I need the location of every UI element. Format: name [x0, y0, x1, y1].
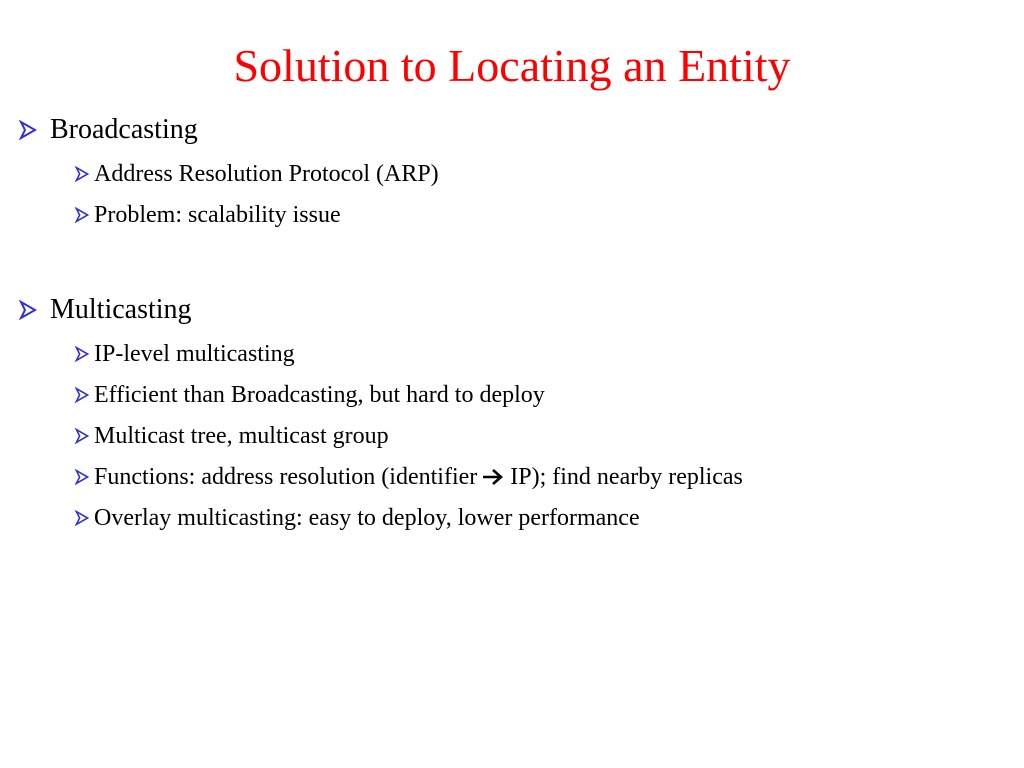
- sub-bullet-functions: [74, 462, 743, 492]
- bullet-broadcasting: [18, 113, 198, 147]
- slide-title: Solution to Locating an Entity: [233, 40, 791, 91]
- sub-bullet-text: Multicast tree, multicast group: [94, 423, 389, 449]
- sub-bullet-arp: [74, 159, 439, 189]
- sub-bullet-text: [94, 465, 743, 489]
- chevron-arrow-bullet-icon: [74, 346, 90, 362]
- functions-text-before: Functions: address resolution (identifier: [94, 464, 478, 490]
- chevron-arrow-bullet-icon: [74, 469, 90, 485]
- bullet-multicasting: [18, 293, 192, 327]
- sub-bullet-text: IP-level multicasting: [94, 341, 295, 367]
- sub-bullet-text: Efficient than Broadcasting, but hard to deploy: [94, 382, 545, 408]
- chevron-arrow-bullet-icon: [74, 387, 90, 403]
- sub-bullet-text: Overlay multicasting: easy to deploy, lower performance: [94, 505, 640, 531]
- sub-bullet-overlay: [74, 503, 640, 533]
- sub-bullet-efficient: [74, 380, 545, 410]
- sub-bullet-text: Problem: scalability issue: [94, 202, 341, 228]
- sub-bullet-multicast-tree: [74, 421, 389, 451]
- functions-text-after: IP); find nearby replicas: [510, 464, 743, 490]
- chevron-arrow-bullet-icon: [74, 510, 90, 526]
- right-arrow-icon: [482, 468, 504, 486]
- sub-bullet-problem: [74, 200, 341, 230]
- sub-bullet-ip-level: [74, 339, 295, 369]
- bullet-label: Multicasting: [50, 294, 192, 325]
- chevron-arrow-bullet-icon: [74, 428, 90, 444]
- chevron-arrow-bullet-icon: [18, 300, 38, 320]
- chevron-arrow-bullet-icon: [74, 207, 90, 223]
- sub-bullet-text: Address Resolution Protocol (ARP): [94, 161, 439, 187]
- bullet-label: Broadcasting: [50, 114, 198, 145]
- chevron-arrow-bullet-icon: [74, 166, 90, 182]
- chevron-arrow-bullet-icon: [18, 120, 38, 140]
